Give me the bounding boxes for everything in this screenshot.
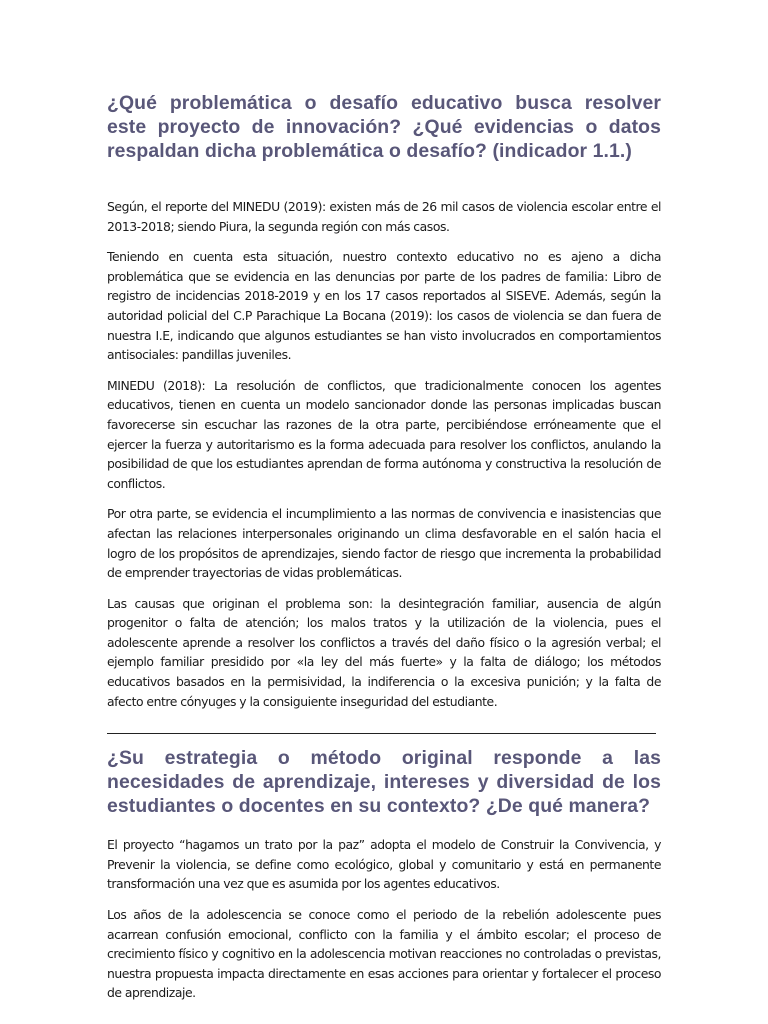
section-1-paragraph-1: Según, el reporte del MINEDU (2019): existen más de 26 mil casos de violencia escolar entre el 2013-2018; siendo Piura, la segunda región con más casos. [107,199,661,234]
document-page [107,91,661,1014]
section-2-paragraph-1: El proyecto “hagamos un trato por la paz” adopta el modelo de Construir la Convivencia, y Prevenir la violencia, se define como ecológico, global y comunitario y está en permanente transformación una vez que es asumida por los agentes educativos. [107,837,661,892]
section-1-paragraph-4: Por otra parte, se evidencia el incumplimiento a las normas de convivencia e inasistencias que afectan las relaciones interpersonales originando un clima desfavorable en el salón hacia el logro de los propósitos de aprendizajes, siendo factor de riesgo que incrementa la probabilidad de emprender trayectorias de vidas problemáticas. [107,506,661,581]
section-2-heading: ¿Su estrategia o método original responde a las necesidades de aprendizaje, intereses y diversidad de los estudiantes o docentes en su contexto? ¿De qué manera? [107,747,661,818]
section-divider [107,733,656,734]
section-1-paragraph-5: Las causas que originan el problema son: la desintegración familiar, ausencia de algún progenitor o falta de atención; los malos tratos y la utilización de la violencia, pues el adolescente aprende a resolver los conflictos a través del daño físico o la agresión verbal; el ejemplo familiar presidido por «la ley del más fuerte» y la falta de diálogo; los métodos educativos basados en la permisividad, la indiferencia o la excesiva punición; y la falta de afecto entre cónyuges y la consiguiente inseguridad del estudiante. [107,595,661,709]
section-1-heading: ¿Qué problemática o desafío educativo busca resolver este proyecto de innovación? ¿Qué evidencias o datos respaldan dicha problemática o desafío? (indicador 1.1.) [107,92,661,162]
section-1-paragraph-3: MINEDU (2018): La resolución de conflictos, que tradicionalmente conocen los agentes educativos, tienen en cuenta un modelo sancionador donde las personas implicadas buscan favorecerse sin escuchar las razones de la otra parte, percibiéndose erróneamente que el ejercer la fuerza y autoritarismo es la forma adecuada para resolver los conflictos, anulando la posibilidad de que los estudiantes aprendan de forma autónoma y constructiva la resolución de conflictos. [107,377,661,491]
section-2-paragraph-2: Los años de la adolescencia se conoce como el periodo de la rebelión adolescente pues acarrean confusión emocional, conflicto con la familia y el ámbito escolar; el proceso de crecimiento físico y cognitivo en la adolescencia motivan reacciones no controladas o previstas, nuestra propuesta impacta directamente en esas acciones para orientar y fortalecer el proceso de aprendizaje. [107,907,661,1001]
section-1-paragraph-2: Teniendo en cuenta esta situación, nuestro contexto educativo no es ajeno a dicha problemática que se evidencia en las denuncias por parte de los padres de familia: Libro de registro de incidencias 2018-2019 y en los 17 casos reportados al SISEVE. Además, según la autoridad policial del C.P Parachique La Bocana (2019): los casos de violencia se dan fuera de nuestra I.E, indicando que algunos estudiantes se han visto involucrados en comportamientos antisociales: pandillas juveniles. [107,249,661,363]
